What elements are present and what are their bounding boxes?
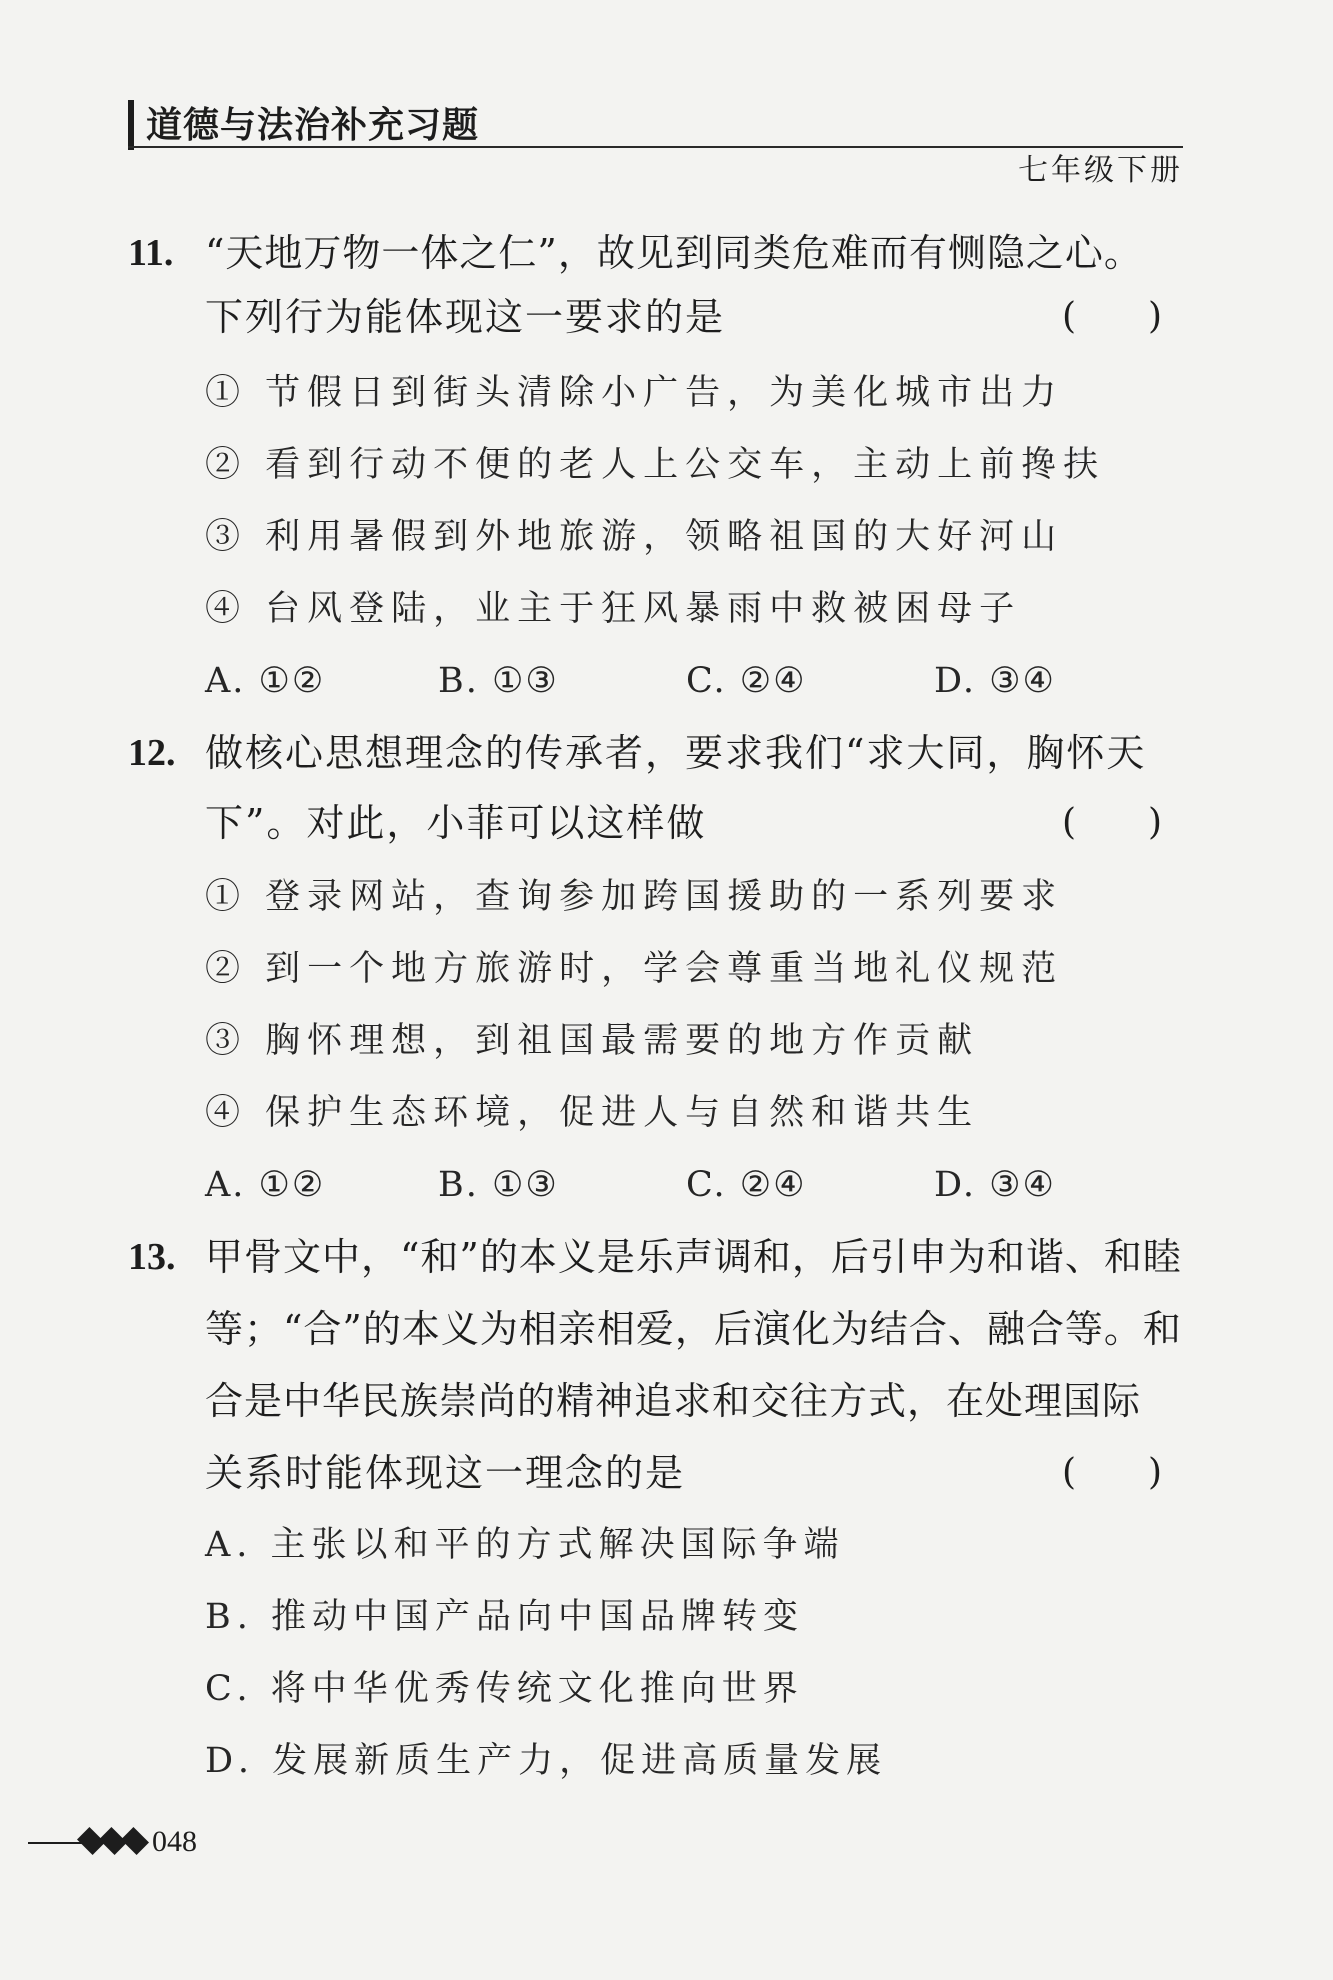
page-number: 048 [152, 1825, 197, 1858]
answer-bracket[interactable]: ( ) [1062, 1452, 1163, 1493]
choice-c[interactable]: C. ②④ [686, 661, 807, 701]
question-stem-line: 下列行为能体现这一要求的是 [205, 295, 726, 339]
statement-item: ① 节假日到街头清除小广告，为美化城市出力 [205, 373, 1064, 413]
statement-item: ③ 利用暑假到外地旅游，领略祖国的大好河山 [205, 517, 1064, 557]
choice-b[interactable]: B. ①③ [438, 661, 559, 701]
diamond-icon [121, 1827, 149, 1855]
answer-bracket[interactable]: ( ) [1062, 802, 1163, 843]
answer-bracket[interactable]: ( ) [1062, 296, 1163, 337]
grade-label: 七年级下册 [1018, 153, 1183, 188]
question-stem-line: 下”。对此，小菲可以这样做 [205, 801, 707, 845]
header-rule [128, 146, 1183, 148]
statement-item: ④ 保护生态环境，促进人与自然和谐共生 [205, 1093, 980, 1133]
choice-a[interactable]: A. 主张以和平的方式解决国际争端 [205, 1525, 845, 1565]
statement-item: ① 登录网站，查询参加跨国援助的一系列要求 [205, 877, 1064, 917]
choice-c[interactable]: C. 将中华优秀传统文化推向世界 [205, 1669, 804, 1709]
statement-item: ③ 胸怀理想，到祖国最需要的地方作贡献 [205, 1021, 980, 1061]
statement-item: ② 到一个地方旅游时，学会尊重当地礼仪规范 [205, 949, 1064, 989]
question-stem-line: 等；“合”的本义为相亲相爱，后演化为结合、融合等。和 [205, 1307, 1182, 1351]
choice-a[interactable]: A. ①② [205, 1165, 326, 1205]
question-number: 13. [128, 1236, 176, 1278]
question-stem-line: 做核心思想理念的传承者，要求我们“求大同，胸怀天 [205, 731, 1147, 775]
statement-item: ④ 台风登陆，业主于狂风暴雨中救被困母子 [205, 589, 1022, 629]
question-stem-line: 甲骨文中，“和”的本义是乐声调和，后引申为和谐、和睦 [205, 1235, 1182, 1279]
question-stem-line: “天地万物一体之仁”，故见到同类危难而有恻隐之心。 [205, 231, 1143, 275]
choice-d[interactable]: D. ③④ [934, 1165, 1056, 1205]
choice-b[interactable]: B. 推动中国产品向中国品牌转变 [205, 1597, 804, 1637]
question-number: 11. [128, 232, 174, 274]
book-title: 道德与法治补充习题 [146, 104, 480, 146]
statement-item: ② 看到行动不便的老人上公交车，主动上前搀扶 [205, 445, 1106, 485]
choice-d[interactable]: D. ③④ [934, 661, 1056, 701]
question-stem-line: 合是中华民族崇尚的精神追求和交往方式，在处理国际 [205, 1379, 1142, 1423]
choice-b[interactable]: B. ①③ [438, 1165, 559, 1205]
choice-d[interactable]: D. 发展新质生产力，促进高质量发展 [205, 1741, 888, 1781]
question-stem-line: 关系时能体现这一理念的是 [205, 1451, 686, 1495]
header-bar [128, 100, 134, 150]
choice-a[interactable]: A. ①② [205, 661, 326, 701]
choice-c[interactable]: C. ②④ [686, 1165, 807, 1205]
question-number: 12. [128, 732, 176, 774]
